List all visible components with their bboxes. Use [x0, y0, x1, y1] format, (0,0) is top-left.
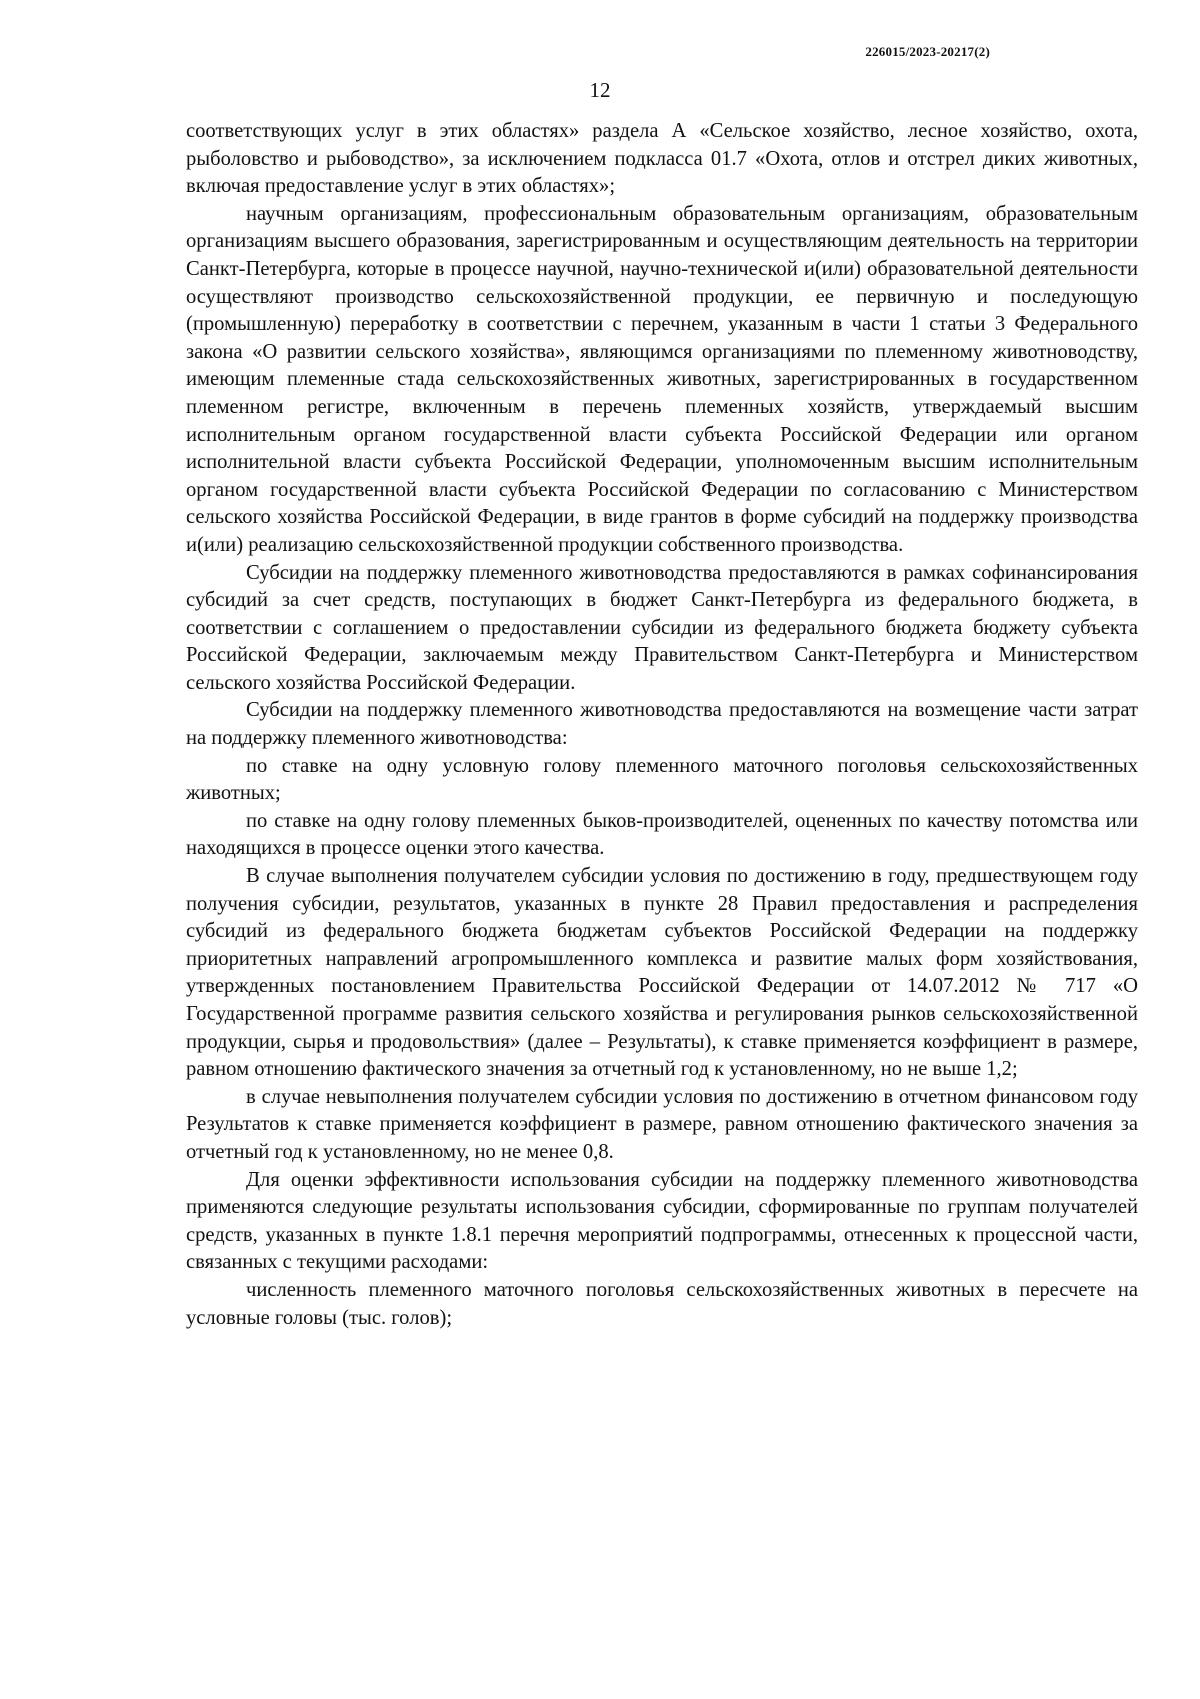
paragraph: в случае невыполнения получателем субсидии условия по достижению в отчетном финансовом году Результатов к ставке применяется коэффициент в размере, равном отношению фактического значения за отчетный год к установленному, но не менее 0,8.: [186, 1085, 1138, 1163]
document-registration-number: 226015/2023-20217(2): [865, 44, 990, 59]
page-number: 12: [589, 78, 611, 102]
paragraph: В случае выполнения получателем субсидии условия по достижению в году, предшествующем году получения субсидии, результатов, указанных в пункте 28 Правил предоставления и распределения субсидий из федерального бюджета бюджетам субъектов Российской Федерации на поддержку приоритетных направлений агропромышленного комплекса и развитие малых форм хозяйствования, утвержденных постановлением Правительства Российской Федерации от 14.07.2012 № 717 «О Государственной программе развития сельского хозяйства и регулирования рынков сельскохозяйственной продукции, сырья и продовольствия» (далее – Результаты), к ставке применяется коэффициент в размере, равном отношению фактического значения за отчетный год к установленному, но не выше 1,2;: [186, 865, 1138, 1081]
paragraph: Субсидии на поддержку племенного животноводства предоставляются на возмещение части затрат на поддержку племенного животноводства:: [186, 699, 1138, 750]
paragraph: научным организациям, профессиональным образовательным организациям, образовательным организациям высшего образования, зарегистрированным и осуществляющим деятельность на территории Санкт-Петербурга, которые в процессе научной, научно-технической и(или) образовательной деятельности осуществляют производство сельскохозяйственной продукции, ее первичную и последующую (промышленную) переработку в соответствии с перечнем, указанным в части 1 статьи 3 Федерального закона «О развитии сельского хозяйства», являющимся организациями по племенному животноводству, имеющим племенные стада сельскохозяйственных животных, зарегистрированных в государственном племенном регистре, включенным в перечень племенных хозяйств, утверждаемый высшим исполнительным органом государственной власти субъекта Российской Федерации или органом исполнительной власти субъекта Российской Федерации, уполномоченным высшим исполнительным органом государственной власти субъекта Российской Федерации по согласованию с Министерством сельского хозяйства Российской Федерации, в виде грантов в форме субсидий на поддержку производства и(или) реализацию сельскохозяйственной продукции собственного производства.: [186, 202, 1138, 556]
paragraph: соответствующих услуг в этих областях» раздела А «Сельское хозяйство, лесное хозяйство, охота, рыболовство и рыбоводство», за исключением подкласса 01.7 «Охота, отлов и отстрел диких животных, включая предоставление услуг в этих областях»;: [186, 120, 1138, 198]
paragraph: по ставке на одну голову племенных быков-производителей, оцененных по качеству потомства или находящихся в процессе оценки этого качества.: [186, 809, 1138, 860]
paragraph: Для оценки эффективности использования субсидии на поддержку племенного животноводства применяются следующие результаты использования субсидии, сформированные по группам получателей средств, указанных в пункте 1.8.1 перечня мероприятий подпрограммы, отнесенных к процессной части, связанных с текущими расходами:: [186, 1168, 1138, 1274]
paragraph: численность племенного маточного поголовья сельскохозяйственных животных в пересчете на условные головы (тыс. голов);: [186, 1278, 1138, 1329]
document-body: [186, 118, 1138, 1332]
paragraph: Субсидии на поддержку племенного животноводства предоставляются в рамках софинансирования субсидий за счет средств, поступающих в бюджет Санкт-Петербурга из федерального бюджета, в соответствии с соглашением о предоставлении субсидии из федерального бюджета бюджету субъекта Российской Федерации, заключаемым между Правительством Санкт-Петербурга и Министерством сельского хозяйства Российской Федерации.: [186, 561, 1138, 694]
paragraph: по ставке на одну условную голову племенного маточного поголовья сельскохозяйственных животных;: [186, 754, 1138, 805]
